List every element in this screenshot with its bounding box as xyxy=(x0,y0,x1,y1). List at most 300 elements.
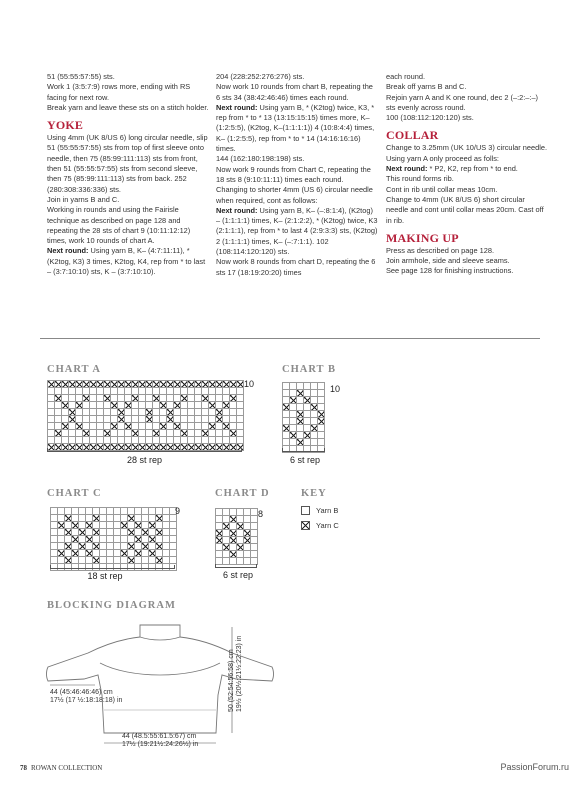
chart-cell xyxy=(125,381,132,388)
chart-cell xyxy=(181,388,188,395)
chart-cell xyxy=(297,404,304,411)
chart-c-row-label: 9 xyxy=(175,506,181,516)
chart-cell xyxy=(283,418,290,425)
chart-cell xyxy=(146,437,153,444)
chart-cell xyxy=(65,529,72,536)
chart-cell xyxy=(149,536,156,543)
chart-cell xyxy=(128,515,135,522)
chart-cell xyxy=(48,437,55,444)
chart-cell xyxy=(125,437,132,444)
chart-cell xyxy=(311,411,318,418)
chart-cell xyxy=(251,530,258,537)
chart-cell xyxy=(125,430,132,437)
chart-cell xyxy=(181,409,188,416)
chart-cell xyxy=(55,437,62,444)
chart-cell xyxy=(76,402,83,409)
chart-cell xyxy=(79,536,86,543)
chart-cell xyxy=(121,557,128,564)
chart-cell xyxy=(111,381,118,388)
chart-cell xyxy=(139,423,146,430)
chart-cell xyxy=(58,557,65,564)
chart-cell xyxy=(181,437,188,444)
chart-cell xyxy=(121,508,128,515)
yarn-c-swatch xyxy=(301,521,310,530)
chart-cell xyxy=(160,409,167,416)
chart-cell xyxy=(195,416,202,423)
chart-cell xyxy=(72,522,79,529)
chart-cell xyxy=(244,509,251,516)
chart-cell xyxy=(237,523,244,530)
chart-cell xyxy=(216,437,223,444)
chart-cell xyxy=(244,551,251,558)
chart-cell xyxy=(244,544,251,551)
chart-cell xyxy=(174,416,181,423)
chart-cell xyxy=(69,423,76,430)
chart-cell xyxy=(139,416,146,423)
chart-cell xyxy=(297,432,304,439)
chart-cell xyxy=(135,550,142,557)
chart-cell xyxy=(62,423,69,430)
publication-name: ROWAN COLLECTION xyxy=(31,764,103,772)
chart-cell xyxy=(216,551,223,558)
chart-cell xyxy=(93,557,100,564)
chart-cell xyxy=(128,522,135,529)
chart-cell xyxy=(251,523,258,530)
chart-cell xyxy=(65,543,72,550)
chart-cell xyxy=(163,529,170,536)
chart-b-rep-label: 6 st rep xyxy=(289,455,320,465)
chart-cell xyxy=(107,550,114,557)
chart-cell xyxy=(125,388,132,395)
chart-cell xyxy=(160,430,167,437)
chart-cell xyxy=(125,423,132,430)
chart-cell xyxy=(160,437,167,444)
chart-cell xyxy=(114,529,121,536)
chart-cell xyxy=(93,508,100,515)
chart-cell xyxy=(174,402,181,409)
chart-a-grid xyxy=(47,380,244,451)
chart-cell xyxy=(139,402,146,409)
chart-cell xyxy=(195,409,202,416)
chart-cell xyxy=(100,550,107,557)
chart-cell xyxy=(111,430,118,437)
chart-cell xyxy=(209,430,216,437)
chart-cell xyxy=(58,543,65,550)
yarn-c-label: Yarn C xyxy=(316,521,339,530)
blocking-diagram-title: BLOCKING DIAGRAM xyxy=(47,600,176,611)
chart-cell xyxy=(121,515,128,522)
chart-cell xyxy=(311,404,318,411)
chart-cell xyxy=(65,508,72,515)
chart-cell xyxy=(55,416,62,423)
chart-cell xyxy=(216,537,223,544)
chart-cell xyxy=(202,416,209,423)
chart-cell xyxy=(167,388,174,395)
chart-cell xyxy=(58,508,65,515)
chart-cell xyxy=(69,430,76,437)
chart-cell xyxy=(132,388,139,395)
chart-cell xyxy=(76,409,83,416)
chart-c-rep-bracket xyxy=(50,565,175,569)
chart-cell xyxy=(223,402,230,409)
chart-cell xyxy=(86,508,93,515)
chart-cell xyxy=(111,395,118,402)
chart-cell xyxy=(86,522,93,529)
chart-cell xyxy=(86,529,93,536)
chart-cell xyxy=(142,508,149,515)
chart-cell xyxy=(290,439,297,446)
chart-cell xyxy=(216,509,223,516)
chart-cell xyxy=(223,423,230,430)
chart-cell xyxy=(230,381,237,388)
text-line: Now work 10 rounds from chart B, repeating the 6 sts 34 (38:42:46:46) times each round. xyxy=(216,82,373,102)
chart-cell xyxy=(79,550,86,557)
chart-cell xyxy=(107,557,114,564)
chart-cell xyxy=(55,402,62,409)
chart-cell xyxy=(153,430,160,437)
chart-cell xyxy=(230,530,237,537)
chart-cell xyxy=(55,430,62,437)
chart-cell xyxy=(107,522,114,529)
chart-cell xyxy=(86,550,93,557)
chart-cell xyxy=(142,550,149,557)
text-line: 144 (162:180:198:198) sts. xyxy=(216,154,305,164)
chart-b-grid xyxy=(282,382,325,453)
chart-cell xyxy=(114,522,121,529)
chart-cell xyxy=(83,409,90,416)
chart-cell xyxy=(149,508,156,515)
chart-cell xyxy=(311,439,318,446)
chart-cell xyxy=(163,508,170,515)
chart-cell xyxy=(251,516,258,523)
next-round-text: Using yarn B, K– (4:7:11:11), * (K2tog, K3) 3 times, K2tog, K4, rep from * to last – (3:7:10:10) sts, K – (3:7:10:10). xyxy=(47,246,206,277)
chart-cell xyxy=(135,508,142,515)
text-line: Press as described on page 128. xyxy=(386,245,495,255)
chart-cell xyxy=(93,536,100,543)
chart-cell xyxy=(216,530,223,537)
chart-cell xyxy=(153,423,160,430)
chart-cell xyxy=(318,397,325,404)
chart-cell xyxy=(107,529,114,536)
working-text: Working in rounds and using the Fairisle technique as described on page 128 and repeating the 28 sts of chart 9 (10:11:12:12) times, work 10 rounds of chart A. xyxy=(47,205,191,246)
next-round-label: Next round: xyxy=(47,246,89,256)
chart-cell xyxy=(100,543,107,550)
chart-cell xyxy=(163,550,170,557)
text-line: Break off yarns B and C. xyxy=(386,82,467,92)
chart-cell xyxy=(132,416,139,423)
page-footer xyxy=(20,764,102,772)
chart-cell xyxy=(174,423,181,430)
chart-cell xyxy=(51,557,58,564)
chart-cell xyxy=(163,515,170,522)
chart-cell xyxy=(128,550,135,557)
text-line: Now work 9 rounds from Chart C, repeating the 18 sts 8 (9:10:11:11) times each round. xyxy=(216,164,371,184)
chart-cell xyxy=(111,409,118,416)
chart-cell xyxy=(318,439,325,446)
chart-cell xyxy=(297,390,304,397)
chart-cell xyxy=(139,381,146,388)
chart-cell xyxy=(51,536,58,543)
chart-cell xyxy=(128,557,135,564)
chart-cell xyxy=(216,544,223,551)
chart-cell xyxy=(79,508,86,515)
chart-cell xyxy=(65,515,72,522)
neckline xyxy=(140,637,180,640)
chart-cell xyxy=(90,388,97,395)
chart-cell xyxy=(97,402,104,409)
chart-cell xyxy=(125,409,132,416)
chart-cell xyxy=(149,529,156,536)
chart-cell xyxy=(230,509,237,516)
chart-cell xyxy=(146,395,153,402)
chart-cell xyxy=(318,404,325,411)
chart-cell xyxy=(128,508,135,515)
chart-cell xyxy=(304,425,311,432)
chart-cell xyxy=(97,437,104,444)
chart-cell xyxy=(83,381,90,388)
chart-cell xyxy=(223,537,230,544)
chart-cell xyxy=(90,437,97,444)
chart-cell xyxy=(230,395,237,402)
chart-cell xyxy=(244,516,251,523)
chart-cell xyxy=(230,551,237,558)
chart-cell xyxy=(65,536,72,543)
text-line: Using yarn A only proceed as folls: xyxy=(386,153,499,163)
chart-cell xyxy=(174,430,181,437)
chart-cell xyxy=(223,551,230,558)
chart-cell xyxy=(86,543,93,550)
chart-cell xyxy=(202,388,209,395)
chart-cell xyxy=(139,430,146,437)
chart-cell xyxy=(149,550,156,557)
chart-cell xyxy=(156,550,163,557)
chart-cell xyxy=(79,529,86,536)
chart-cell xyxy=(318,383,325,390)
chart-cell xyxy=(100,515,107,522)
chart-cell xyxy=(160,402,167,409)
chart-cell xyxy=(83,423,90,430)
chart-cell xyxy=(104,395,111,402)
chart-cell xyxy=(311,390,318,397)
chart-cell xyxy=(58,536,65,543)
next-round-text: Using yarn B, * (K2tog) twice, K3, * rep from * to * 13 (13:15:15:15) times more, K– (1:2:5:5), (K2tog, K–(1:1:1:1)) 4 (10:8:4:4) times, K– (1:2:5:5), rep from * to * 14 (14:16:16:16) times. xyxy=(216,102,375,154)
text-line: 51 (55:55:57:55) sts. xyxy=(47,72,115,81)
chart-cell xyxy=(297,418,304,425)
chart-cell xyxy=(118,388,125,395)
chart-cell xyxy=(223,516,230,523)
chart-cell xyxy=(237,430,244,437)
chart-cell xyxy=(114,508,121,515)
chart-cell xyxy=(83,437,90,444)
chart-cell xyxy=(230,416,237,423)
chart-cell xyxy=(244,523,251,530)
chart-cell xyxy=(72,508,79,515)
chart-cell xyxy=(216,388,223,395)
chart-cell xyxy=(311,425,318,432)
chart-d-title: CHART D xyxy=(215,488,270,499)
chart-cell xyxy=(153,409,160,416)
chart-cell xyxy=(163,543,170,550)
chart-cell xyxy=(149,515,156,522)
chart-cell xyxy=(174,395,181,402)
text-line: each round. xyxy=(386,72,426,81)
chart-cell xyxy=(230,388,237,395)
chart-cell xyxy=(202,430,209,437)
text-line: Rejoin yarn A and K one round, dec 2 (–:2:–:–) sts evenly across round. xyxy=(386,92,539,112)
chart-cell xyxy=(223,437,230,444)
chart-cell xyxy=(237,388,244,395)
watermark-text: PassionForum.ru xyxy=(500,762,569,772)
chart-cell xyxy=(209,423,216,430)
chart-cell xyxy=(132,395,139,402)
chart-cell xyxy=(72,529,79,536)
length-measurement xyxy=(228,632,244,712)
chart-cell xyxy=(170,522,177,529)
chart-a-rep-bracket xyxy=(47,448,242,452)
chart-cell xyxy=(146,409,153,416)
chart-cell xyxy=(132,402,139,409)
chart-cell xyxy=(149,557,156,564)
chart-cell xyxy=(156,508,163,515)
text-line: Change to 3.25mm (UK 10/US 3) circular needle. xyxy=(386,143,548,153)
chart-cell xyxy=(244,537,251,544)
chart-cell xyxy=(125,395,132,402)
chart-a-row-label: 10 xyxy=(244,379,255,389)
chart-cell xyxy=(167,395,174,402)
chart-cell xyxy=(230,402,237,409)
chart-cell xyxy=(170,550,177,557)
chart-a-rep-label: 28 st rep xyxy=(126,455,163,465)
chart-cell xyxy=(132,423,139,430)
chart-cell xyxy=(118,381,125,388)
chart-cell xyxy=(51,543,58,550)
chart-cell xyxy=(230,409,237,416)
hem-in: 17½ (19:21½:24:26½) in xyxy=(122,741,199,748)
chart-cell xyxy=(209,409,216,416)
chart-cell xyxy=(55,381,62,388)
chart-cell xyxy=(100,536,107,543)
chart-cell xyxy=(304,397,311,404)
chart-cell xyxy=(104,416,111,423)
chart-cell xyxy=(107,543,114,550)
chart-cell xyxy=(114,515,121,522)
chart-cell xyxy=(65,522,72,529)
chart-cell xyxy=(83,416,90,423)
yoke-heading: YOKE xyxy=(47,118,84,133)
chart-cell xyxy=(118,423,125,430)
chart-cell xyxy=(114,536,121,543)
chart-cell xyxy=(304,439,311,446)
chart-cell xyxy=(223,430,230,437)
chart-cell xyxy=(118,437,125,444)
chart-cell xyxy=(135,522,142,529)
chart-cell xyxy=(311,418,318,425)
chart-cell xyxy=(209,437,216,444)
chart-cell xyxy=(167,437,174,444)
chart-cell xyxy=(93,522,100,529)
chart-cell xyxy=(223,530,230,537)
chart-cell xyxy=(156,515,163,522)
chart-cell xyxy=(100,508,107,515)
chart-cell xyxy=(93,543,100,550)
chart-cell xyxy=(76,395,83,402)
chart-cell xyxy=(146,423,153,430)
chart-cell xyxy=(76,388,83,395)
chart-cell xyxy=(97,395,104,402)
text-line: Join armhole, side and sleeve seams. xyxy=(386,256,510,266)
chart-cell xyxy=(121,550,128,557)
chart-cell xyxy=(188,381,195,388)
chart-cell xyxy=(62,430,69,437)
chart-cell xyxy=(48,430,55,437)
chart-cell xyxy=(156,522,163,529)
chart-cell xyxy=(104,409,111,416)
chart-cell xyxy=(290,397,297,404)
chart-cell xyxy=(69,381,76,388)
chart-cell xyxy=(174,437,181,444)
key-title: KEY xyxy=(301,488,327,499)
chart-cell xyxy=(100,522,107,529)
chart-cell xyxy=(283,432,290,439)
chart-cell xyxy=(195,423,202,430)
chart-c-title: CHART C xyxy=(47,488,102,499)
section-divider xyxy=(40,338,540,339)
chart-cell xyxy=(160,423,167,430)
chest-in: 17½ (17 ½:18:18:18) in xyxy=(50,697,123,704)
chart-cell xyxy=(188,416,195,423)
chart-cell xyxy=(160,381,167,388)
chart-cell xyxy=(69,437,76,444)
chart-cell xyxy=(297,383,304,390)
chart-cell xyxy=(79,543,86,550)
chart-cell xyxy=(167,381,174,388)
chart-cell xyxy=(237,416,244,423)
chart-cell xyxy=(188,423,195,430)
chart-cell xyxy=(146,430,153,437)
length-in: 19½ (20½:21½:22:23) in xyxy=(236,635,243,712)
next-round-paragraph xyxy=(47,246,210,277)
chest-cm: 44 (45:46:46:46) cm xyxy=(50,689,113,696)
chart-cell xyxy=(209,395,216,402)
chart-cell xyxy=(170,543,177,550)
chart-cell xyxy=(90,402,97,409)
chart-cell xyxy=(170,536,177,543)
chart-cell xyxy=(223,388,230,395)
column-2 xyxy=(216,72,379,278)
chart-cell xyxy=(97,416,104,423)
next-round-text: Using yarn B, K– (–:8:1:4), (K2tog) – (1:1:1:1) times, K– (2:1:2:2), * (K2tog) twice, K3 (2:1:1:1), rep from * to last 4 (2:9:3:3) sts, (K2tog) 2 (1:1:1:1) times, K– (–:7:1:1). 102 (108:114:120:120) sts. xyxy=(216,205,378,257)
chart-cell xyxy=(83,402,90,409)
chart-cell xyxy=(135,557,142,564)
chart-cell xyxy=(230,516,237,523)
chart-cell xyxy=(48,423,55,430)
chart-cell xyxy=(72,515,79,522)
chart-cell xyxy=(125,416,132,423)
chart-cell xyxy=(170,529,177,536)
chart-cell xyxy=(216,402,223,409)
chart-cell xyxy=(121,543,128,550)
chart-cell xyxy=(107,536,114,543)
next-round-paragraph xyxy=(216,206,379,257)
chart-cell xyxy=(79,522,86,529)
chart-cell xyxy=(181,381,188,388)
chart-cell xyxy=(58,529,65,536)
chart-cell xyxy=(170,557,177,564)
chart-cell xyxy=(65,550,72,557)
chart-cell xyxy=(104,423,111,430)
chart-cell xyxy=(160,388,167,395)
chart-cell xyxy=(142,557,149,564)
